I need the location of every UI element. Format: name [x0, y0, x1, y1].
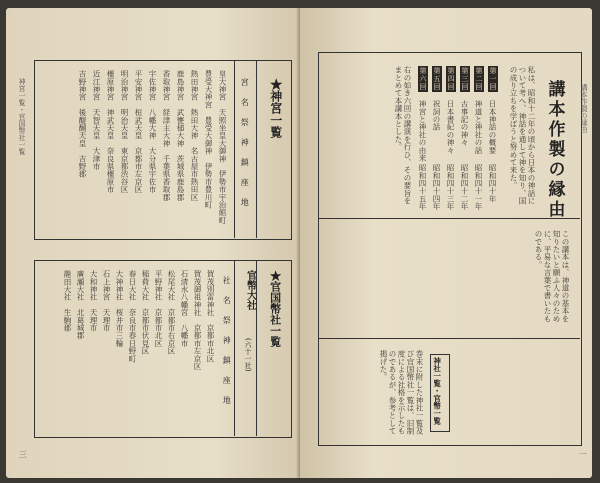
- lecture-label: 神宮と神社の由来: [418, 100, 427, 162]
- lecture-date: 昭和四十年: [488, 164, 497, 203]
- bottom-box-title: 神社一覧・官幣一覧: [430, 354, 450, 432]
- bottom-entry: 石清水八幡宮 八幡市: [180, 270, 189, 347]
- top-entry: 宇佐神宮 八幡大神 大分県宇佐市: [148, 70, 157, 194]
- right-page-number: 一: [578, 450, 588, 458]
- lecture-label: 日本神話の概要: [488, 100, 497, 154]
- lecture-label: 神道と神社の話: [474, 100, 483, 154]
- top-entry: 平安神宮 桓武天皇 京都市左京区: [134, 70, 143, 194]
- left-footer-label: 神宮一覧・官国幣社一覧: [18, 78, 27, 155]
- bottom-entry: 稲荷大社 京都市伏見区: [141, 270, 150, 355]
- top-entry: 近江神宮 天智天皇 大津市: [92, 70, 101, 171]
- top-entry: 鹿島神宮 武甕槌大神 茨城県鹿島郡: [176, 70, 185, 201]
- top-entry: 豊受大神宮 豊受大御神 伊勢市豊川町: [204, 70, 213, 209]
- bottom-subheading: 官幣大社: [244, 270, 256, 310]
- lecture-tag: 第四回: [447, 67, 455, 91]
- top-entry: 吉野神宮 後醍醐天皇 吉野郡: [78, 70, 87, 178]
- bottom-entry: 廣瀬大社 北葛城郡: [76, 270, 85, 340]
- bottom-table-header: 社 名 祭 神 鎮 座 地: [222, 276, 232, 406]
- top-entry: 熱田神宮 熱田大神 名古屋市熱田区: [190, 70, 199, 201]
- lecture-label: 古事記の神々: [460, 100, 469, 147]
- upper-continuation-text: 右の如き六回の講演を行ひ、その要旨をまとめて本講本とした。: [394, 66, 412, 205]
- bottom-entry: 賀茂別雷神社 京都市北区: [206, 270, 215, 363]
- lecture-date: 昭和四十四年: [432, 164, 441, 211]
- lecture-date: 昭和四十二年: [460, 164, 469, 211]
- bottom-text: 巻末に附した神社一覧及び官国幣社一覧は、旧制度による社格を示したものであるが、参考として掲げた。: [379, 350, 424, 435]
- bottom-entry: 平野神社 京都市北区: [154, 270, 163, 347]
- intro-text: 私は、昭和十二年の頃から日本の神話について考へ、神話を通して神を知り、国の成り立ちを学ばうと努めて来た。: [509, 66, 536, 205]
- top-entry: 明治神宮 明治天皇 東京都渋谷区: [120, 70, 129, 194]
- bottom-entry: 石上神宮 天理市: [102, 270, 111, 332]
- top-entry: 皇大神宮 天照坐皇大御神 伊勢市宇治館町: [218, 70, 227, 224]
- top-table-header: 宮 名 祭 神 鎮 座 地: [240, 78, 250, 208]
- lecture-tag: 第三回: [461, 67, 469, 91]
- right-header-label: 講本作製の縁由: [580, 84, 589, 133]
- lecture-tag: 第一回: [489, 67, 497, 91]
- lecture-tag: 第二回: [475, 67, 483, 91]
- top-entry: 橿原神宮 神武天皇 奈良県橿原市: [106, 70, 115, 194]
- lecture-date: 昭和四十一年: [474, 164, 483, 211]
- lecture-label: 日本書紀の神々: [446, 100, 455, 154]
- bottom-entry: 大神神社 桜井市三輪: [115, 270, 124, 347]
- bottom-entry: 春日大社 奈良市春日野町: [128, 270, 137, 363]
- lecture-date: 昭和四十三年: [446, 164, 455, 211]
- right-page-title: 講本作製の縁由: [544, 80, 565, 220]
- bottom-entry: 松尾大社 京都市右京区: [167, 270, 176, 355]
- lecture-label: 祝詞の話: [432, 100, 441, 131]
- bottom-note: (六十一社): [244, 338, 253, 372]
- bottom-entry: 龍田大社 生駒郡: [63, 270, 72, 332]
- right-page: [300, 8, 592, 478]
- bottom-entry: 大和神社 天理市: [89, 270, 98, 332]
- bottom-heading: ★官国幣社一覧: [268, 270, 282, 347]
- left-page-number: 三: [18, 450, 28, 458]
- top-entry: 香取神宮 経津主大神 千葉県香取郡: [162, 70, 171, 201]
- lecture-tag: 第六回: [419, 67, 427, 91]
- lecture-date: 昭和四十五年: [418, 164, 427, 211]
- left-page: [6, 8, 300, 478]
- lecture-tag: 第五回: [433, 67, 441, 91]
- top-heading: ★神宮一覧: [268, 78, 283, 138]
- bottom-entry: 賀茂御祖神社 京都市左京区: [193, 270, 202, 371]
- middle-text: この講本は、神道の基本を知りたいと願ふ人々のために、平易な言葉で書いたものである。: [534, 230, 570, 323]
